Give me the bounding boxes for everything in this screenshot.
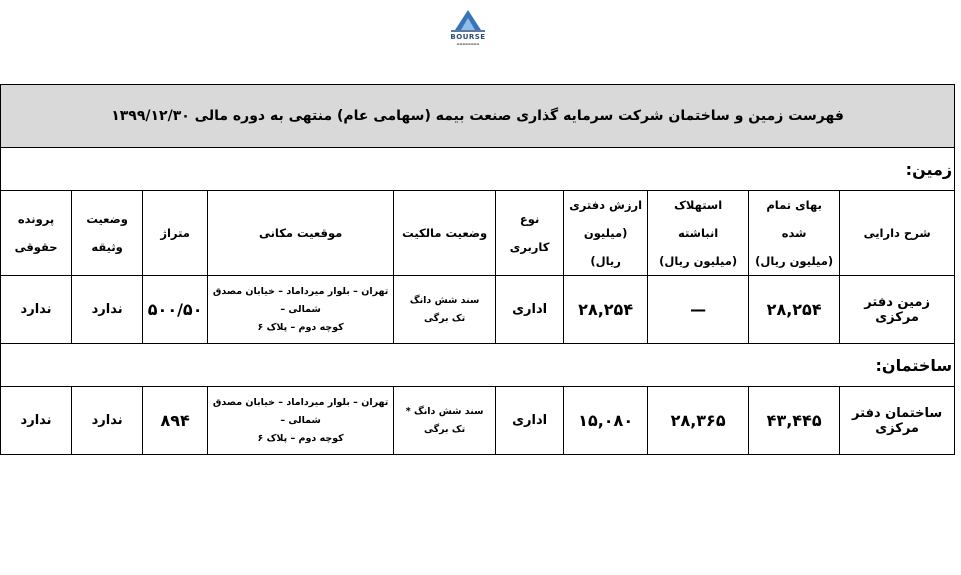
header-collateral: وضعیت وثیقه [72, 191, 143, 276]
header-total-cost-unit: (میلیون ریال) [755, 254, 834, 268]
land-location-line2: کوچه دوم – پلاک ۶ [257, 321, 344, 333]
header-book-value-label: ارزش دفتری [569, 198, 643, 212]
building-ownership-line1: سند شش دانگ * [405, 405, 484, 417]
building-location-line1: تهران – بلوار میرداماد – خیابان مصدق شمالی – [212, 396, 389, 426]
header-total-cost-label: بهای تمام شده [766, 198, 822, 240]
land-area: ۵۰۰/۵۰ [143, 276, 208, 344]
header-legal-case: پرونده حقوقی [1, 191, 72, 276]
land-total-cost: ۲۸,۲۵۴ [749, 276, 840, 344]
header-book-value [564, 191, 648, 276]
table-title: فهرست زمین و ساختمان شرکت سرمایه گذاری صنعت بیمه (سهامی عام) منتهی به دوره مالی ۱۳۹۹/۱۲/۳۰ [1, 85, 955, 148]
table-row-land [1, 276, 955, 344]
land-ownership [394, 276, 496, 344]
header-book-value-unit: (میلیون ریال) [583, 226, 628, 268]
land-asset-desc: زمین دفتر مرکزی [840, 276, 955, 344]
building-area: ۸۹۴ [143, 387, 208, 455]
logo-subtext: ▬▬▬▬▬▬▬▬ [456, 42, 480, 46]
header-depreciation [648, 191, 749, 276]
land-collateral: ندارد [72, 276, 143, 344]
building-book-value: ۱۵,۰۸۰ [564, 387, 648, 455]
header-depreciation-unit: (میلیون ریال) [659, 254, 738, 268]
building-location [208, 387, 394, 455]
land-depreciation: — [648, 276, 749, 344]
land-book-value: ۲۸,۲۵۴ [564, 276, 648, 344]
bourse-logo-icon [441, 8, 495, 34]
land-ownership-line2: تک برگی [424, 312, 466, 324]
logo-text: BOURSE [450, 33, 486, 41]
asset-table [0, 84, 955, 455]
building-asset-desc: ساختمان دفتر مرکزی [840, 387, 955, 455]
building-legal-case: ندارد [1, 387, 72, 455]
building-ownership-line2: تک برگی [424, 423, 466, 435]
land-ownership-line1: سند شش دانگ [409, 294, 480, 306]
section-building: ساختمان: [1, 344, 955, 387]
header-total-cost [749, 191, 840, 276]
building-depreciation: ۲۸,۳۶۵ [648, 387, 749, 455]
header-row [1, 191, 955, 276]
header-location: موقعیت مکانی [208, 191, 394, 276]
building-total-cost: ۴۳,۴۴۵ [749, 387, 840, 455]
land-location [208, 276, 394, 344]
header-depreciation-label: استهلاک انباشته [674, 198, 723, 240]
bourse-logo [441, 8, 495, 50]
header-asset-desc: شرح دارایی [840, 191, 955, 276]
building-usage: اداری [496, 387, 564, 455]
land-usage: اداری [496, 276, 564, 344]
header-usage: نوع کاربری [496, 191, 564, 276]
section-land: زمین: [1, 148, 955, 191]
building-collateral: ندارد [72, 387, 143, 455]
table-row-building [1, 387, 955, 455]
header-ownership: وضعیت مالکیت [394, 191, 496, 276]
header-area: متراژ [143, 191, 208, 276]
land-location-line1: تهران – بلوار میرداماد – خیابان مصدق شمالی – [212, 285, 389, 315]
land-legal-case: ندارد [1, 276, 72, 344]
building-location-line2: کوچه دوم – پلاک ۶ [257, 432, 344, 444]
building-ownership [394, 387, 496, 455]
